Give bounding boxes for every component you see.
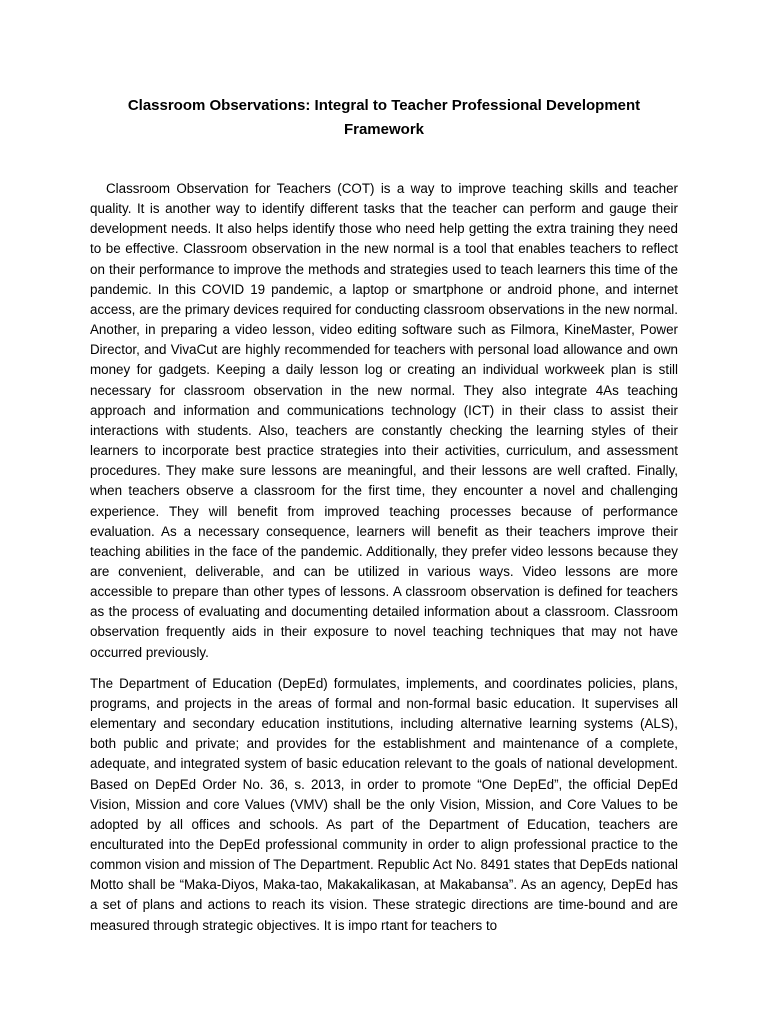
paragraph-deped: The Department of Education (DepEd) formulates, implements, and coordinates policies, plans, programs, and projects in the areas of formal and non-formal basic education. It supervises all elementary and secondary education institutions, including alternative learning systems (ALS), both public and private; and provides for the establishment and maintenance of a complete, adequate, and integrated system of basic education relevant to the goals of national development. Based on DepEd Order No. 36, s. 2013, in order to promote “One DepEd”, the official DepEd Vision, Mission and core Values (VMV) shall be the only Vision, Mission, and Core Values to be adopted by all offices and schools. As part of the Department of Education, teachers are enculturated into the DepEd professional community in order to align professional practice to the common vision and mission of The Department. Republic Act No. 8491 states that DepEds national Motto shall be “Maka-Diyos, Maka-tao, Makakalikasan, at Makabansa”. As an agency, DepEd has a set of plans and actions to reach its vision. These strategic directions are time-bound and are measured through strategic objectives. It is impo rtant for teachers to xyxy=(90,675,678,933)
document-title: Classroom Observations: Integral to Teacher Professional Development Framework xyxy=(127,97,641,138)
document-body xyxy=(90,179,678,936)
paragraph-cot: Classroom Observation for Teachers (COT) is a way to improve teaching skills and teacher quality. It is another way to identify different tasks that the teacher can perform and gauge their development needs. It also helps identify those who need help getting the extra training they need to be effective. Classroom observation in the new normal is a tool that enables teachers to reflect on their performance to improve the methods and strategies used to teach learners this time of the pandemic. In this COVID 19 pandemic, a laptop or smartphone or android phone, and internet access, are the primary devices required for conducting classroom observations in the new normal. Another, in preparing a video lesson, video editing software such as Filmora, KineMaster, Power Director, and VivaCut are highly recommended for teachers with personal load allowance and own money for gadgets. Keeping a daily lesson log or creating an individual workweek plan is still necessary for classroom observation in the new normal. They also integrate 4As teaching approach and information and communications technology (ICT) in their class to assist their interactions with students. Also, teachers are constantly checking the learning styles of their learners to incorporate best practice strategies into their activities, curriculum, and assessment procedures. They make sure lessons are meaningful, and their lessons are well crafted. Finally, when teachers observe a classroom for the first time, they encounter a novel and challenging experience. They will benefit from improved teaching processes because of performance evaluation. As a necessary consequence, learners will benefit as their teachers improve their teaching abilities in the face of the pandemic. Additionally, they prefer video lessons because they are convenient, deliverable, and can be utilized in various ways. Video lessons are more accessible to prepare than other types of lessons. A classroom observation is defined for teachers as the process of evaluating and documenting detailed information about a classroom. Classroom observation frequently aids in their exposure to novel teaching techniques that may not have occurred previously. xyxy=(90,181,678,660)
